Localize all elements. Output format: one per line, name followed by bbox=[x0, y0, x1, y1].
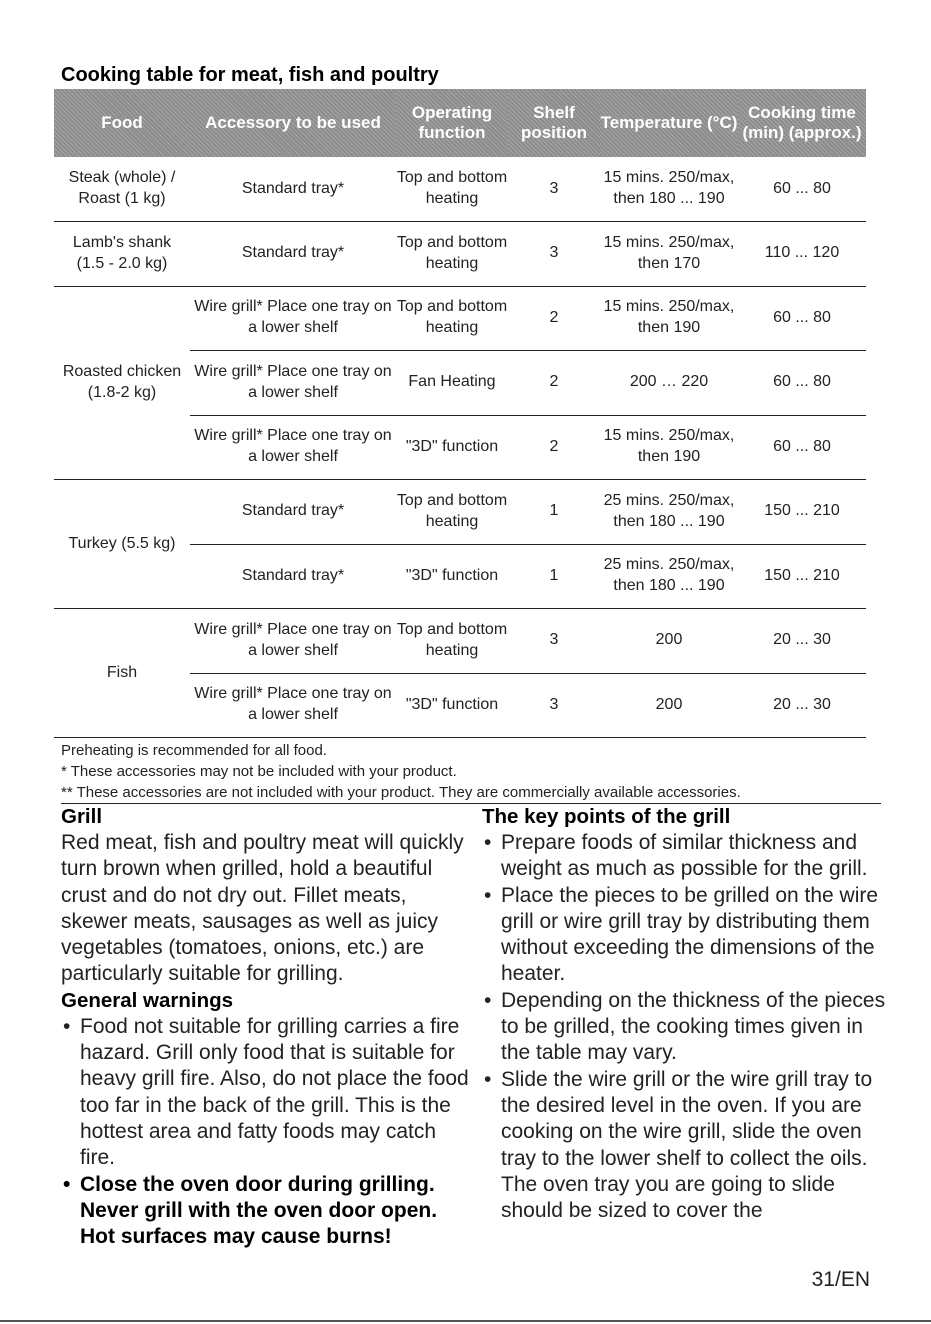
list-item: • Depending on the thickness of the pieces to be grilled, the cooking times given in the table may vary. bbox=[482, 988, 892, 1067]
grill-heading: Grill bbox=[61, 805, 103, 828]
table-row bbox=[54, 222, 866, 287]
time-cell: 110 ... 120 bbox=[738, 222, 866, 287]
time-cell: 60 ... 80 bbox=[738, 157, 866, 222]
accessory-cell: Wire grill* Place one tray on a lower shelf bbox=[190, 673, 396, 738]
accessory-cell: Standard tray* bbox=[190, 544, 396, 609]
food-cell: Fish bbox=[54, 609, 190, 738]
table-header-row bbox=[54, 89, 866, 157]
function-cell: "3D" function bbox=[396, 415, 508, 480]
shelf-cell: 2 bbox=[508, 286, 600, 351]
list-item: • Food not suitable for grilling carries a fire hazard. Grill only food that is suitable for heavy grill fire. Also, do not place the food too far in the back of the grill. This is the hottest area and fatty foods may catch fire. bbox=[61, 1014, 471, 1172]
list-item: • Close the oven door during grilling. Never grill with the oven door open. Hot surfaces may cause burns! bbox=[61, 1172, 471, 1251]
function-cell: Top and bottom heating bbox=[396, 222, 508, 287]
food-cell: Steak (whole) / Roast (1 kg) bbox=[54, 157, 190, 222]
bottom-rule bbox=[0, 1320, 931, 1322]
function-cell: Top and bottom heating bbox=[396, 157, 508, 222]
shelf-cell: 3 bbox=[508, 609, 600, 674]
list-item: • Place the pieces to be grilled on the wire grill or wire grill tray by distributing them without exceeding the dimensions of the heater. bbox=[482, 883, 892, 988]
temperature-cell: 200 bbox=[600, 609, 738, 674]
food-cell: Roasted chicken (1.8-2 kg) bbox=[54, 286, 190, 480]
header-shelf: Shelf position bbox=[508, 89, 600, 157]
key-points-list bbox=[482, 830, 892, 1224]
function-cell: "3D" function bbox=[396, 673, 508, 738]
accessory-cell: Standard tray* bbox=[190, 157, 396, 222]
time-cell: 60 ... 80 bbox=[738, 286, 866, 351]
shelf-cell: 2 bbox=[508, 415, 600, 480]
shelf-cell: 3 bbox=[508, 222, 600, 287]
warnings-list bbox=[61, 1014, 471, 1251]
grill-column bbox=[61, 804, 471, 1250]
shelf-cell: 3 bbox=[508, 157, 600, 222]
food-cell: Turkey (5.5 kg) bbox=[54, 480, 190, 609]
accessory-cell: Wire grill* Place one tray on a lower shelf bbox=[190, 286, 396, 351]
food-cell: Lamb's shank (1.5 - 2.0 kg) bbox=[54, 222, 190, 287]
section-title: Cooking table for meat, fish and poultry bbox=[61, 64, 439, 86]
temperature-cell: 15 mins. 250/max, then 180 ... 190 bbox=[600, 157, 738, 222]
key-points-heading: The key points of the grill bbox=[482, 805, 731, 828]
note-accessories-optional: * These accessories may not be included with your product. bbox=[61, 763, 457, 780]
note-accessories-commercial: ** These accessories are not included with your product. They are commercially available accessories. bbox=[61, 782, 881, 804]
accessory-cell: Wire grill* Place one tray on a lower shelf bbox=[190, 609, 396, 674]
function-cell: Fan Heating bbox=[396, 351, 508, 416]
temperature-cell: 25 mins. 250/max, then 180 ... 190 bbox=[600, 480, 738, 545]
list-item: • Prepare foods of similar thickness and weight as much as possible for the grill. bbox=[482, 830, 892, 883]
warnings-heading: General warnings bbox=[61, 988, 234, 1012]
temperature-cell: 200 … 220 bbox=[600, 351, 738, 416]
function-cell: "3D" function bbox=[396, 544, 508, 609]
temperature-cell: 200 bbox=[600, 673, 738, 738]
accessory-cell: Standard tray* bbox=[190, 480, 396, 545]
table-row bbox=[54, 157, 866, 222]
note-preheating: Preheating is recommended for all food. bbox=[61, 742, 327, 759]
time-cell: 150 ... 210 bbox=[738, 544, 866, 609]
temperature-cell: 25 mins. 250/max, then 180 ... 190 bbox=[600, 544, 738, 609]
accessory-cell: Standard tray* bbox=[190, 222, 396, 287]
function-cell: Top and bottom heating bbox=[396, 286, 508, 351]
time-cell: 60 ... 80 bbox=[738, 351, 866, 416]
header-temperature: Temperature (°C) bbox=[600, 89, 738, 157]
header-function: Operating function bbox=[396, 89, 508, 157]
function-cell: Top and bottom heating bbox=[396, 609, 508, 674]
header-time: Cooking time (min) (approx.) bbox=[738, 89, 866, 157]
header-accessory: Accessory to be used bbox=[190, 89, 396, 157]
grill-text: Red meat, fish and poultry meat will quickly turn brown when grilled, hold a beautiful crust and do not dry out. Fillet meats, skewer meats, sausages as well as juicy vegetables (tomatoes, onions, etc.) are particularly suitable for grilling. bbox=[61, 831, 464, 986]
table-row bbox=[54, 480, 866, 545]
shelf-cell: 3 bbox=[508, 673, 600, 738]
temperature-cell: 15 mins. 250/max, then 190 bbox=[600, 286, 738, 351]
page-number: 31/EN bbox=[811, 1268, 870, 1291]
header-food: Food bbox=[54, 89, 190, 157]
cooking-table bbox=[54, 89, 866, 738]
time-cell: 150 ... 210 bbox=[738, 480, 866, 545]
list-item: • Slide the wire grill or the wire grill tray to the desired level in the oven. If you are cooking on the wire grill, slide the oven tray to the lower shelf to collect the oils. The oven tray you are going to slide should be sized to cover the bbox=[482, 1067, 892, 1225]
time-cell: 20 ... 30 bbox=[738, 673, 866, 738]
temperature-cell: 15 mins. 250/max, then 170 bbox=[600, 222, 738, 287]
key-points-column bbox=[482, 804, 892, 1224]
temperature-cell: 15 mins. 250/max, then 190 bbox=[600, 415, 738, 480]
accessory-cell: Wire grill* Place one tray on a lower shelf bbox=[190, 415, 396, 480]
table-row bbox=[54, 286, 866, 351]
shelf-cell: 2 bbox=[508, 351, 600, 416]
shelf-cell: 1 bbox=[508, 544, 600, 609]
accessory-cell: Wire grill* Place one tray on a lower shelf bbox=[190, 351, 396, 416]
table-row bbox=[54, 609, 866, 674]
function-cell: Top and bottom heating bbox=[396, 480, 508, 545]
time-cell: 60 ... 80 bbox=[738, 415, 866, 480]
table-notes bbox=[61, 740, 861, 804]
shelf-cell: 1 bbox=[508, 480, 600, 545]
time-cell: 20 ... 30 bbox=[738, 609, 866, 674]
